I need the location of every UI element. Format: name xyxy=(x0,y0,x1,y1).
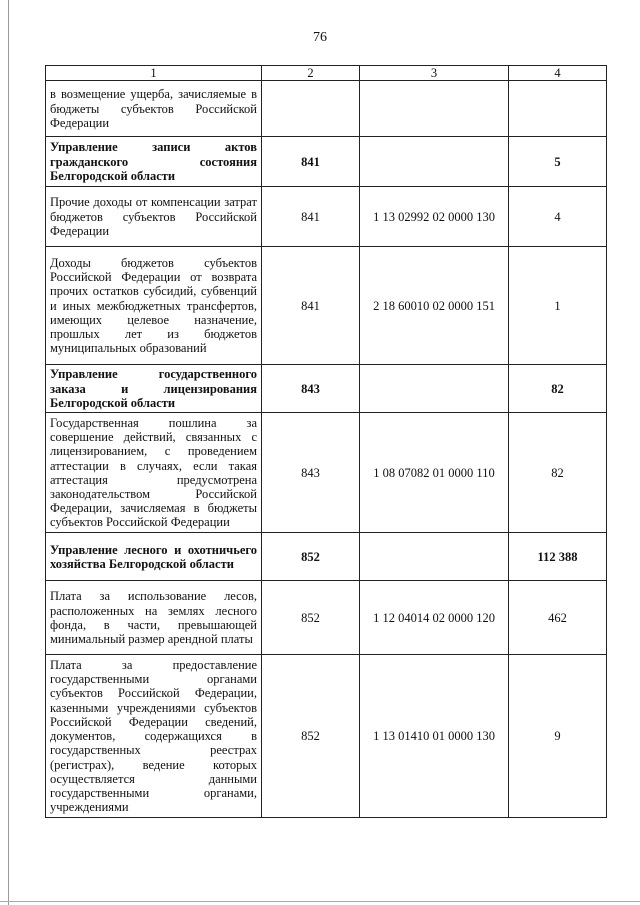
header-col-2: 2 xyxy=(262,66,360,81)
row-revenue-code: 1 13 02992 02 0000 130 xyxy=(360,187,509,247)
department-revenue-code xyxy=(360,365,509,413)
row-revenue-code xyxy=(360,81,509,137)
row-sum: 1 xyxy=(509,247,607,365)
row-sum: 462 xyxy=(509,581,607,655)
department-revenue-code xyxy=(360,137,509,187)
row-sum: 4 xyxy=(509,187,607,247)
row-admin-code: 843 xyxy=(262,413,360,533)
row-name: Прочие доходы от компенсации затрат бюджетов субъектов Российской Федерации xyxy=(46,187,262,247)
row-admin-code: 841 xyxy=(262,247,360,365)
scan-margin-line xyxy=(8,0,9,905)
department-admin-code: 852 xyxy=(262,533,360,581)
budget-revenue-table xyxy=(45,65,607,818)
row-revenue-code: 1 13 01410 01 0000 130 xyxy=(360,655,509,818)
row-admin-code xyxy=(262,81,360,137)
row-name: Доходы бюджетов субъектов Российской Федерации от возврата прочих остатков субсидий, субвенций и иных межбюджетных трансфертов, имеющих целевое назначение, прошлых лет из бюджетов муниципальных образований xyxy=(46,247,262,365)
row-admin-code: 852 xyxy=(262,655,360,818)
row-sum xyxy=(509,81,607,137)
table-row-department xyxy=(46,365,607,413)
row-name: Государственная пошлина за совершение действий, связанных с лицензированием, с проведением аттестации в случаях, если такая аттестация предусмотрена законодательством Российской Федерации, зачисляемая в бюджеты субъектов Российской Федерации xyxy=(46,413,262,533)
row-name: Плата за предоставление государственными органами субъектов Российской Федерации, казенными учреждениями субъектов Российской Федерации сведений, документов, содержащихся в государственных реестрах (регистрах), ведение которых осуществляется данными государственными органами, учреждениями xyxy=(46,655,262,818)
table-row xyxy=(46,187,607,247)
department-admin-code: 843 xyxy=(262,365,360,413)
table-row xyxy=(46,413,607,533)
row-admin-code: 852 xyxy=(262,581,360,655)
header-col-3: 3 xyxy=(360,66,509,81)
row-sum: 9 xyxy=(509,655,607,818)
table-row-department xyxy=(46,533,607,581)
table-row xyxy=(46,247,607,365)
department-name: Управление государственного заказа и лицензирования Белгородской области xyxy=(46,365,262,413)
row-sum: 82 xyxy=(509,413,607,533)
row-admin-code: 841 xyxy=(262,187,360,247)
row-revenue-code: 2 18 60010 02 0000 151 xyxy=(360,247,509,365)
table-row xyxy=(46,655,607,818)
table-row xyxy=(46,81,607,137)
department-name: Управление записи актов гражданского состояния Белгородской области xyxy=(46,137,262,187)
row-name: в возмещение ущерба, зачисляемые в бюджеты субъектов Российской Федерации xyxy=(46,81,262,137)
scan-bottom-edge xyxy=(0,901,640,902)
row-name: Плата за использование лесов, расположенных на землях лесного фонда, в части, превышающей минимальный размер арендной платы xyxy=(46,581,262,655)
table-header-row xyxy=(46,66,607,81)
table-row-department xyxy=(46,137,607,187)
department-sum: 82 xyxy=(509,365,607,413)
header-col-4: 4 xyxy=(509,66,607,81)
header-col-1: 1 xyxy=(46,66,262,81)
page-number: 76 xyxy=(313,30,327,45)
department-revenue-code xyxy=(360,533,509,581)
department-sum: 112 388 xyxy=(509,533,607,581)
department-name: Управление лесного и охотничьего хозяйства Белгородской области xyxy=(46,533,262,581)
table-row xyxy=(46,581,607,655)
row-revenue-code: 1 12 04014 02 0000 120 xyxy=(360,581,509,655)
department-admin-code: 841 xyxy=(262,137,360,187)
row-revenue-code: 1 08 07082 01 0000 110 xyxy=(360,413,509,533)
department-sum: 5 xyxy=(509,137,607,187)
